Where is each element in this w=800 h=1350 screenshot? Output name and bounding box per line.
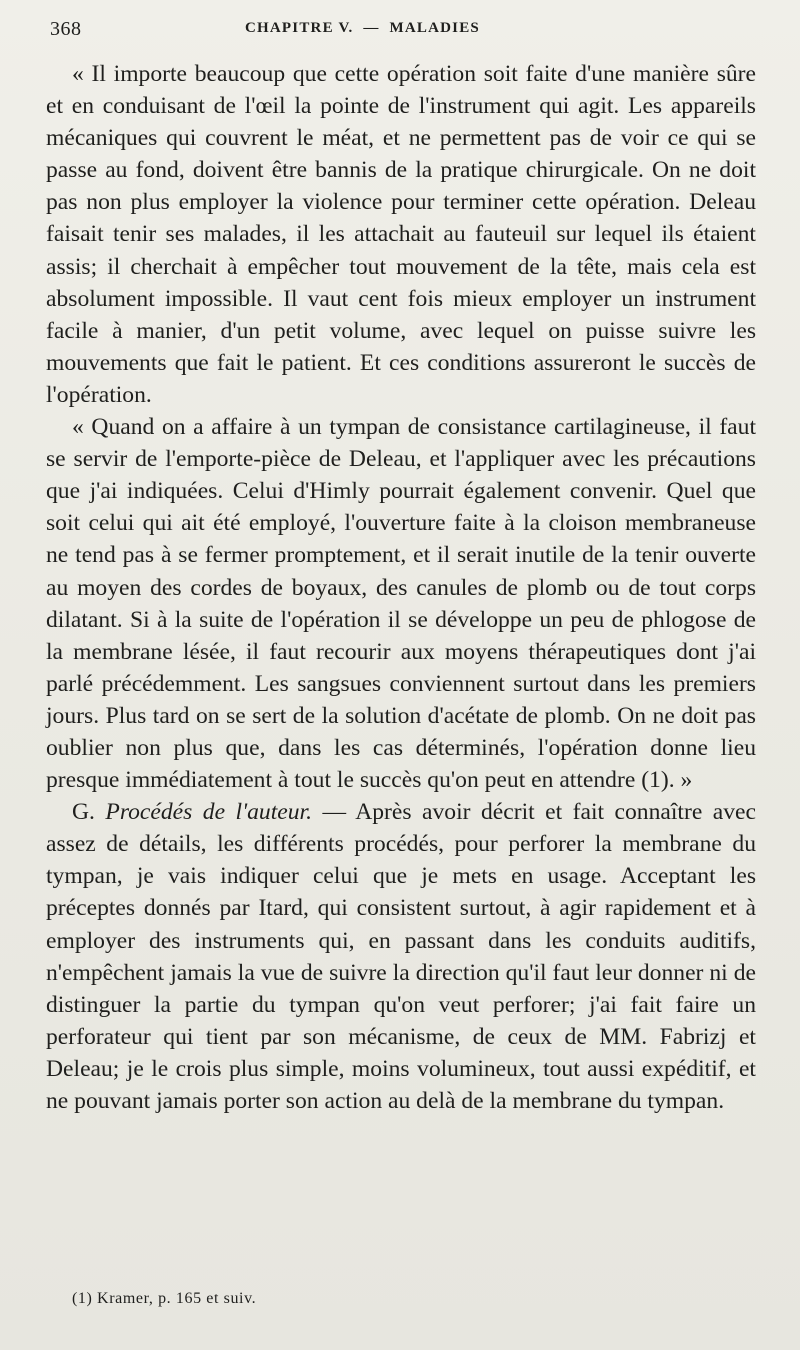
section-title: Procédés de l'auteur. (105, 799, 312, 826)
page-header (50, 18, 770, 48)
paragraph-author-procedure (46, 796, 756, 1117)
page-number: 368 (50, 18, 82, 40)
section-text: — Après avoir décrit et fait connaître avec assez de détails, les différents procédés, pour perforer la membrane du tympan, je vais indiquer celui que je mets en usage. Acceptant les préceptes donnés par Itard, qui consistent surtout, à agir rapidement et à employer des instruments qui, en passant dans les conduits auditifs, n'empêchent jamais la vue de suivre la direction qu'il faut leur donner ni de distinguer la partie du tympan qu'on veut perforer; j'ai fait faire un perforateur qui tient par son mécanisme, de ceux de MM. Fabrizj et Deleau; je le crois plus simple, moins volumineux, tout aussi expéditif, et ne pouvant jamais porter son action au delà de la membrane du tympan. (46, 799, 756, 1114)
paragraph-quote-operation: « Il importe beaucoup que cette opération soit faite d'une manière sûre et en conduisant de l'œil la pointe de l'instrument qui agit. Les appareils mécaniques qui couvrent le méat, et ne permettent pas de voir ce qui se passe au fond, doivent être bannis de la pratique chirurgicale. On ne doit pas non plus employer la violence pour terminer cette opération. Deleau faisait tenir ses malades, il les attachait au fauteuil sur lequel ils étaient assis; il cherchait à empêcher tout mouvement de la tête, mais cela est absolument impossible. Il vaut cent fois mieux employer un instrument facile à manier, d'un petit volume, avec lequel on puisse suivre les mouvements que fait le patient. Et ces conditions assureront le succès de l'opération. (46, 61, 756, 408)
footnote: (1) Kramer, p. 165 et suiv. (72, 1290, 257, 1307)
body-text (46, 58, 756, 1117)
paragraph-quote-tympan: « Quand on a affaire à un tympan de consistance cartilagineuse, il faut se servir de l'emporte-pièce de Deleau, et l'appliquer avec les précautions que j'ai indiquées. Celui d'Himly pourrait également convenir. Quel que soit celui qui ait été employé, l'ouverture faite à la cloison membraneuse ne tend pas à se fermer promptement, et il serait inutile de la tenir ouverte au moyen des cordes de boyaux, des canules de plomb ou de tout corps dilatant. Si à la suite de l'opération il se développe un peu de phlogose de la membrane lésée, il faut recourir aux moyens thérapeutiques dont j'ai parlé précédemment. Les sangsues conviennent surtout dans les premiers jours. Plus tard on se sert de la solution d'acétate de plomb. On ne doit pas oublier non plus que, dans les cas déterminés, l'opération donne lieu presque immédiatement à tout le succès qu'on peut en attendre (1). » (46, 414, 756, 794)
section-letter: G. (72, 799, 95, 826)
running-head: CHAPITRE V. — MALADIES (245, 20, 480, 36)
